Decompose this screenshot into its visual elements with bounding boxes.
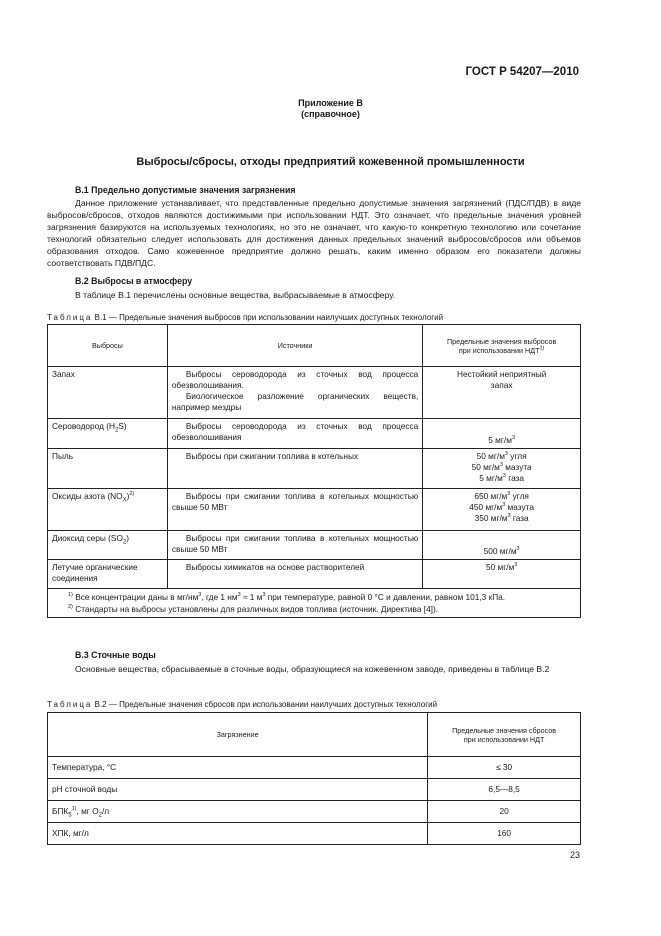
cell-limit: 160 [428,823,581,845]
footnote-mark: 1) [539,345,545,352]
header-text: при использовании НДТ [458,345,540,355]
subscript: X [122,497,127,504]
table-row [48,560,581,589]
superscript: 3 [507,513,511,520]
footnote-mark: 2) [129,491,135,498]
cell-limit [423,367,581,419]
table-row [48,449,581,489]
col-header-limits [428,713,581,757]
col-header-limits [423,325,581,367]
cell-limit [423,560,581,589]
appendix-title: Приложение В [298,98,363,108]
superscript: 3 [516,546,520,553]
cell-limit: 6,5—8,5 [428,779,581,801]
superscript: 3 [502,502,506,509]
cell-limit [423,489,581,531]
t: ) [126,533,130,543]
cell-pollutant [48,801,428,823]
footnote-mark: 1) [71,806,77,813]
table-header-row [48,713,581,757]
footnote-2 [68,603,574,615]
t: 50 мг/м [476,451,505,461]
col-header-pollution: Загрязнение [48,713,428,757]
table-b2 [47,712,581,845]
cell-limit: 20 [428,801,581,823]
table-row [48,419,581,449]
table-row [48,823,581,845]
footnote-1 [68,591,574,603]
page-number: 23 [569,850,580,860]
section-heading-b3: В.3 Сточные воды [75,650,156,660]
limit-line: запах [490,380,513,390]
t: 50 мг/м [485,562,515,572]
t: Диоксид серы (SO [52,533,123,543]
superscript: 3 [237,592,241,599]
superscript: 3 [504,451,508,458]
cell-pollutant: ХПК, мг/л [48,823,428,845]
cell-source: Выбросы при сжигании топлива в котельных [167,449,422,489]
col-header-sources: Источники [167,325,422,367]
cell-emission: Летучие органические соединения [48,560,168,589]
t: газа [505,473,525,483]
cell-pollutant: Температура, °С [48,757,428,779]
appendix-label [0,98,661,120]
t: Стандарты на выбросы установлены для различных видов топлива (источник. Директива [4]). [72,604,439,614]
t: мазута [505,502,534,512]
cell-limit: ≤ 30 [428,757,581,779]
cell-limit [423,449,581,489]
table-row [48,531,581,560]
limit-line [427,462,576,473]
t: Оксиды азота (NO [52,491,123,501]
header-line [427,346,576,355]
header-line: Предельные значения выбросов [446,336,557,346]
t: ) [126,491,130,501]
section-heading-b1: В.1 Предельно допустимые значения загрязнения [75,185,296,195]
superscript: 3 [514,562,518,569]
limit-line [427,502,576,513]
cell-pollutant: рН сточной воды [48,779,428,801]
header-line: при использовании НДТ [463,734,545,744]
table-footnotes [48,589,581,618]
subscript: 2 [98,812,102,819]
superscript: 3 [502,473,506,480]
superscript: 3 [507,491,511,498]
page-title: Выбросы/сбросы, отходы предприятий кожевенной промышленности [136,156,525,168]
caption-word: Таблица [47,313,93,322]
header-line: Предельные значения сбросов [452,725,557,735]
t: 350 мг/м [474,513,508,523]
document-id: ГОСТ Р 54207—2010 [465,66,579,78]
limit-line [427,513,576,524]
limit-line [427,473,576,484]
section-text-b1: Данное приложение устанавливает, что представленные предельно допустимые значения загрязнений (ПДС/ПДВ) в виде выбросов/сбросов, отходов являются достижимыми при использовании НДТ. Это означает, что предельные значения уровней загрязнения базируются на используемых технологиях, но это не означает, что какую-то конкретную технологию или сочетание технологий обязательно следует использовать для достижения данных предельных значений выбросов/сбросов или объемов образования отходов. Само кожевенное предприятие должно решать, каким именно образом его показатели должны соответствовать ПДВ/ПДС. [47,198,581,268]
cell-limit [423,419,581,449]
t: угля [510,491,529,501]
table-b2-caption [47,700,437,709]
cell-emission [48,419,168,449]
cell-limit [423,531,581,560]
t: S) [118,421,127,431]
cell-emission [48,531,168,560]
t: Сероводород (H [52,421,115,431]
table-row [48,779,581,801]
table-row [48,801,581,823]
table-row [48,367,581,419]
cell-source: Выбросы при сжигании топлива в котельных мощностью свыше 50 МВт [167,489,422,531]
t: 500 мг/м [483,546,517,556]
section-heading-b2: В.2 Выбросы в атмосферу [75,276,193,286]
t: мазута [502,462,532,472]
t: 5 мг/м [488,435,512,445]
footnote-mark: 1) [68,592,73,599]
t: угля [507,451,527,461]
cell-emission [48,489,168,531]
t: , где 1 нм [201,592,238,602]
footnotes-cell [48,589,581,618]
section-text-b2: В таблице В.1 перечислены основные вещества, выбрасываемые в атмосферу. [75,290,396,300]
t: газа [510,513,529,523]
table-header-row [48,325,581,367]
cell-source [167,367,422,419]
superscript: 3 [499,462,503,469]
superscript: 3 [511,435,515,442]
cell-source: Выбросы при сжигании топлива в котельных мощностью свыше 50 МВт [167,531,422,560]
limit-line: Нестойкий неприятный [456,369,547,379]
t: при температуре, равной 0 °С и давлении, равном 101,3 кПа. [265,592,506,602]
t: БПК [52,806,69,816]
t: 5 мг/м [479,473,503,483]
appendix-note: (справочное) [301,109,360,119]
caption-text: В.2 — Предельные значения сбросов при использовании наилучших доступных технологий [94,700,438,709]
t: 50 мг/м [471,462,500,472]
t: 650 мг/м [474,491,508,501]
limit-line [427,491,576,502]
superscript: 3 [198,592,202,599]
subscript: 2 [122,539,127,546]
footnote-mark: 2) [68,604,73,611]
cell-emission: Пыль [48,449,168,489]
t: Все концентрации даны в мг/нм [72,592,199,602]
col-header-emissions: Выбросы [48,325,168,367]
limit-line [427,451,576,462]
subscript: 5 [68,812,72,819]
cell-emission: Запах [48,367,168,419]
section-text-b3: Основные вещества, сбрасываемые в сточные воды, образующиеся на кожевенном заводе, приведены в таблице В.2 [75,664,550,674]
source-line: Выбросы сероводорода из сточных вод процесса обезволошивания. [171,369,419,390]
table-b1 [47,324,581,618]
superscript: 3 [262,592,266,599]
t: 450 мг/м [469,502,503,512]
table-b1-caption [47,313,443,322]
cell-source: Выбросы химикатов на основе растворителей [167,560,422,589]
caption-text: В.1 — Предельные значения выбросов при использовании наилучших доступных технологий [94,313,444,322]
t: ≈ 1 м [240,592,263,602]
t: /л [101,806,110,816]
table-row [48,757,581,779]
table-row [48,489,581,531]
caption-word: Таблица [47,700,93,709]
subscript: 2 [114,427,119,434]
t: , мг O [76,806,99,816]
cell-source: Выбросы сероводорода из сточных вод процесса обезволошивания [167,419,422,449]
source-line: Биологическое разложение органических веществ, например мездры [171,391,419,412]
